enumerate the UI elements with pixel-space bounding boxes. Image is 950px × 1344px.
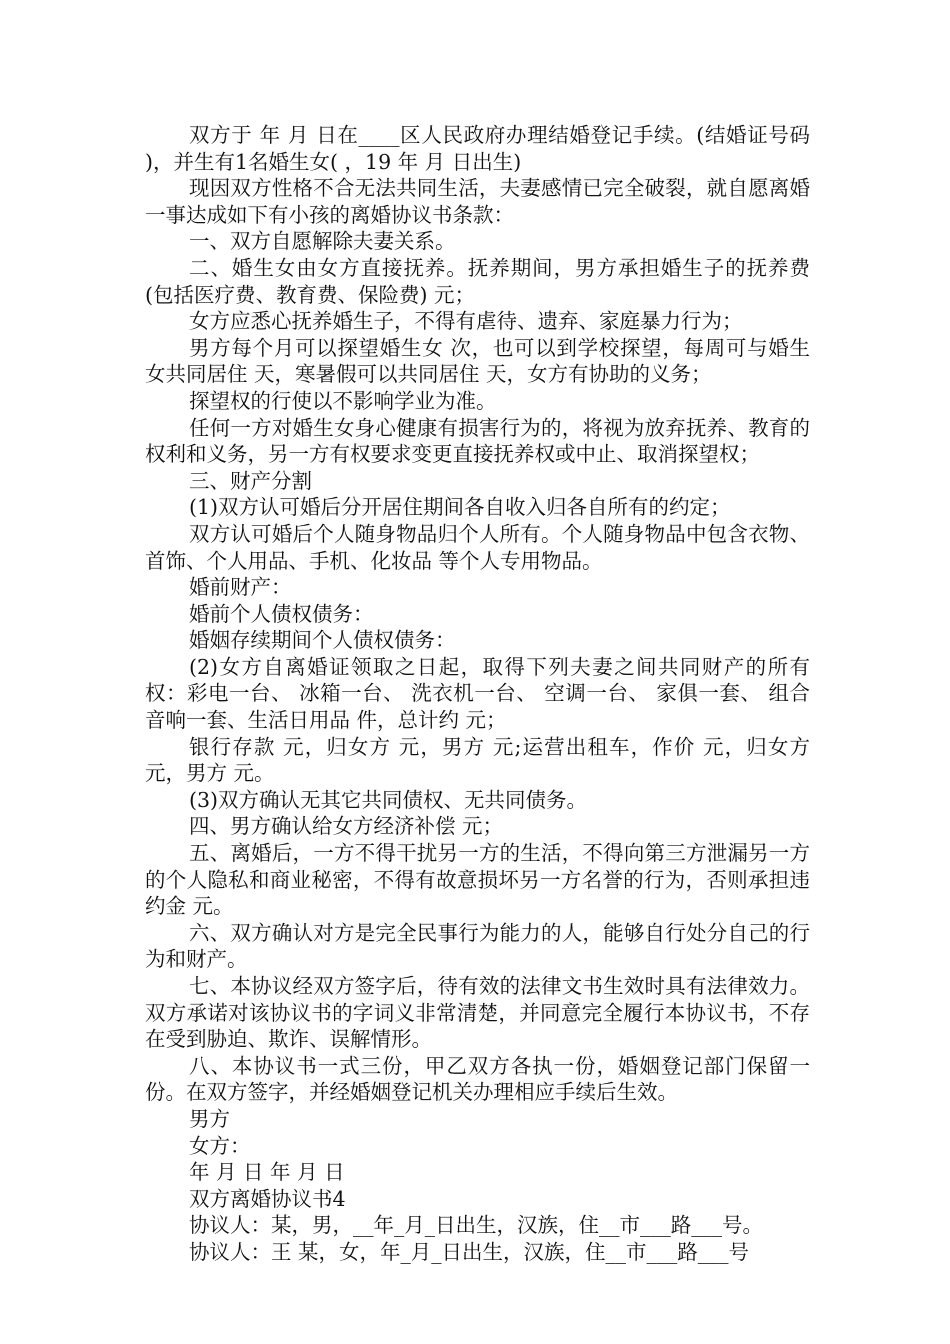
paragraph-property-1: (1)双方认可婚后分开居住期间各自收入归各自所有的约定； — [189, 495, 731, 520]
paragraph-marriage-registration: 双方于 年 月 日在____区人民政府办理结婚登记手续。(结婚证号码 )，并生有1名婚生女( ，19 年 月 日出生) — [145, 123, 810, 174]
paragraph-property-3: (3)双方确认无其它共同债权、无共同债务。 — [189, 787, 588, 812]
party-2-info: 协议人：王 某，女，年_月_日出生，汉族，住__市___路___号 — [189, 1239, 750, 1264]
paragraph-clause-1: 一、双方自愿解除夫妻关系。 — [189, 229, 456, 254]
paragraph-clause-2-custody: 二、婚生女由女方直接抚养。抚养期间，男方承担婚生子的抚养费(包括医疗费、教育费、保险费) 元； — [145, 255, 810, 307]
paragraph-personal-items: 双方认可婚后个人随身物品归个人所有。个人随身物品中包含衣物、首饰、个人用品、手机、化妆品 等个人专用物品。 — [145, 521, 810, 573]
signature-female: 女方： — [189, 1133, 251, 1158]
paragraph-clause-8: 八、本协议书一式三份，甲乙双方各执一份，婚姻登记部门保留一份。在双方签字，并经婚姻登记机关办理相应手续后生效。 — [145, 1053, 810, 1105]
paragraph-visitation-limit: 探望权的行使以不影响学业为准。 — [189, 388, 497, 413]
paragraph-premarital-debts: 婚前个人债权债务： — [189, 601, 374, 626]
paragraph-property-2: (2)女方自离婚证领取之日起，取得下列夫妻之间共同财产的所有权：彩电一台、 冰箱一台、 洗衣机一台、 空调一台、 家俱一套、 组合音响一套、生活日用品 件，总计约 元； — [145, 654, 810, 733]
party-1-info: 协议人：某，男，__年_月_日出生，汉族，住__市___路___号。 — [189, 1213, 763, 1238]
paragraph-marital-debts: 婚姻存续期间个人债权债务： — [189, 628, 456, 653]
section-title-agreement-4: 双方离婚协议书4 — [189, 1186, 346, 1211]
paragraph-clause-7: 七、本协议经双方签字后，待有效的法律文书生效时具有法律效力。双方承诺对该协议书的字词义非常清楚，并同意完全履行本协议书，不存在受到胁迫、欺诈、误解情形。 — [145, 974, 810, 1052]
paragraph-visitation: 男方每个月可以探望婚生女 次，也可以到学校探望，每周可与婚生女共同居住 天，寒暑假可以共同居住 天，女方有协助的义务； — [145, 335, 810, 387]
paragraph-premarital-property: 婚前财产： — [189, 575, 292, 600]
document-page — [145, 122, 810, 1266]
signature-dates: 年 月 日 年 月 日 — [189, 1160, 345, 1185]
paragraph-clause-3-property: 三、财产分割 — [189, 468, 312, 493]
paragraph-mother-duty: 女方应悉心抚养婚生子，不得有虐待、遗弃、家庭暴力行为； — [189, 309, 743, 334]
signature-male: 男方 — [189, 1106, 230, 1131]
paragraph-harm-clause: 任何一方对婚生女身心健康有损害行为的，将视为放弃抚养、教育的权利和义务，另一方有权要求变更直接抚养权或中止、取消探望权； — [145, 415, 810, 467]
paragraph-clause-5: 五、离婚后，一方不得干扰另一方的生活，不得向第三方泄漏另一方的个人隐私和商业秘密，不得有故意损坏另一方名誉的行为，否则承担违约金 元。 — [145, 841, 810, 919]
paragraph-clause-6: 六、双方确认对方是完全民事行为能力的人，能够自行处分自己的行为和财产。 — [145, 920, 810, 972]
paragraph-bank-deposit: 银行存款 元，归女方 元，男方 元;运营出租车，作价 元，归女方 元，男方 元。 — [145, 734, 810, 786]
paragraph-divorce-reason: 现因双方性格不合无法共同生活，夫妻感情已完全破裂，就自愿离婚一事达成如下有小孩的离婚协议书条款： — [145, 176, 810, 227]
paragraph-clause-4: 四、男方确认给女方经济补偿 元； — [189, 814, 504, 839]
